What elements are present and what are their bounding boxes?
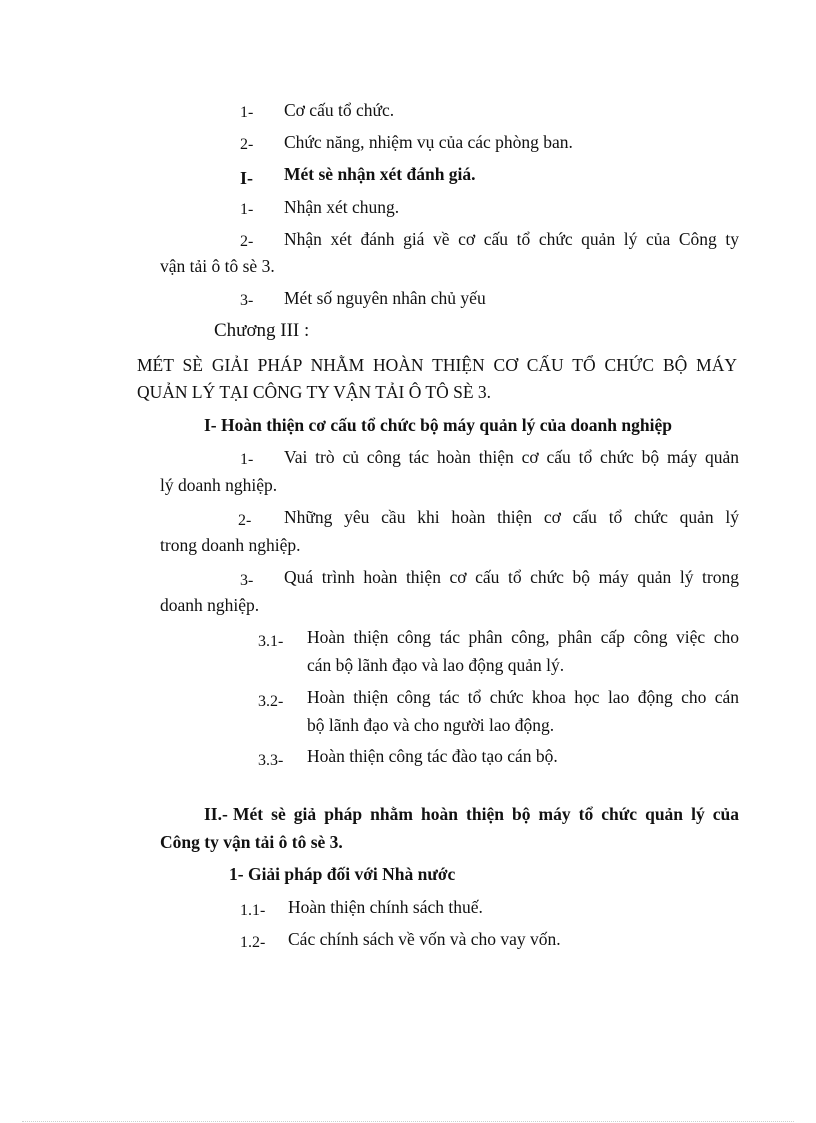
outline-item: Những yêu cầu khi hoàn thiện cơ cấu tổ chức quản lý	[284, 507, 739, 527]
outline-number: 2-	[240, 136, 254, 153]
part-number: II.-	[204, 804, 228, 824]
page-bottom-divider	[22, 1121, 794, 1122]
part-heading: I- Hoàn thiện cơ cấu tổ chức bộ máy quản lý của doanh nghiệp	[204, 415, 672, 435]
outline-number: 1-	[240, 451, 254, 468]
outline-item-continuation: lý doanh nghiệp.	[160, 475, 278, 495]
outline-item-continuation: doanh nghiệp.	[160, 595, 260, 615]
outline-item-continuation: trong doanh nghiệp.	[160, 535, 301, 555]
part-heading-continuation: Công ty vận tải ô tô sè 3.	[160, 832, 343, 852]
section-heading: Mét sè nhận xét đánh giá.	[284, 164, 476, 184]
chapter-title: MÉT SÈ GIẢI PHÁP NHẰM HOÀN THIỆN CƠ CẤU TỔ CHỨC BỘ MÁY	[137, 355, 737, 375]
outline-number: 2-	[240, 233, 254, 250]
chapter-title-continuation: QUẢN LÝ TẠI CÔNG TY VẬN TẢI Ô TÔ SÈ 3.	[137, 382, 492, 402]
subitem: Hoàn thiện công tác đào tạo cán bộ.	[307, 746, 558, 766]
part-heading: Mét sè giả pháp nhằm hoàn thiện bộ máy tổ chức quản lý của	[233, 804, 739, 824]
outline-item: Vai trò củ công tác hoàn thiện cơ cấu tổ chức bộ máy quản	[284, 447, 739, 467]
subitem-continuation: cán bộ lãnh đạo và lao động quản lý.	[307, 655, 565, 675]
outline-item-continuation: vận tải ô tô sè 3.	[160, 256, 275, 276]
subitem: Các chính sách về vốn và cho vay vốn.	[288, 929, 561, 949]
subitem: Hoàn thiện công tác phân công, phân cấp công việc cho	[307, 627, 739, 647]
subitem-continuation: bộ lãnh đạo và cho người lao động.	[307, 715, 555, 735]
subitem-number: 1.2-	[240, 934, 266, 951]
outline-number: 2-	[238, 512, 252, 529]
outline-number: 1-	[240, 104, 254, 121]
subitem: Hoàn thiện công tác tổ chức khoa học lao động cho cán	[307, 687, 739, 707]
outline-item: Cơ cấu tổ chức.	[284, 100, 395, 120]
outline-item: Chức năng, nhiệm vụ của các phòng ban.	[284, 132, 573, 152]
sub-heading: 1- Giải pháp đối với Nhà nước	[229, 864, 456, 884]
outline-item: Mét số nguyên nhân chủ yếu	[284, 288, 486, 308]
subitem-number: 3.2-	[258, 693, 284, 710]
subitem-number: 3.1-	[258, 633, 284, 650]
subitem: Hoàn thiện chính sách thuế.	[288, 897, 483, 917]
outline-item: Nhận xét chung.	[284, 197, 400, 217]
outline-number: 3-	[240, 292, 254, 309]
subitem-number: 1.1-	[240, 902, 266, 919]
outline-item: Nhận xét đánh giá về cơ cấu tổ chức quản lý của Công ty	[284, 229, 739, 249]
section-number: I-	[240, 168, 253, 188]
subitem-number: 3.3-	[258, 752, 284, 769]
outline-item: Quá trình hoàn thiện cơ cấu tổ chức bộ máy quản lý trong	[284, 567, 739, 587]
outline-number: 1-	[240, 201, 254, 218]
chapter-label: Chương III :	[214, 320, 310, 341]
outline-number: 3-	[240, 572, 254, 589]
